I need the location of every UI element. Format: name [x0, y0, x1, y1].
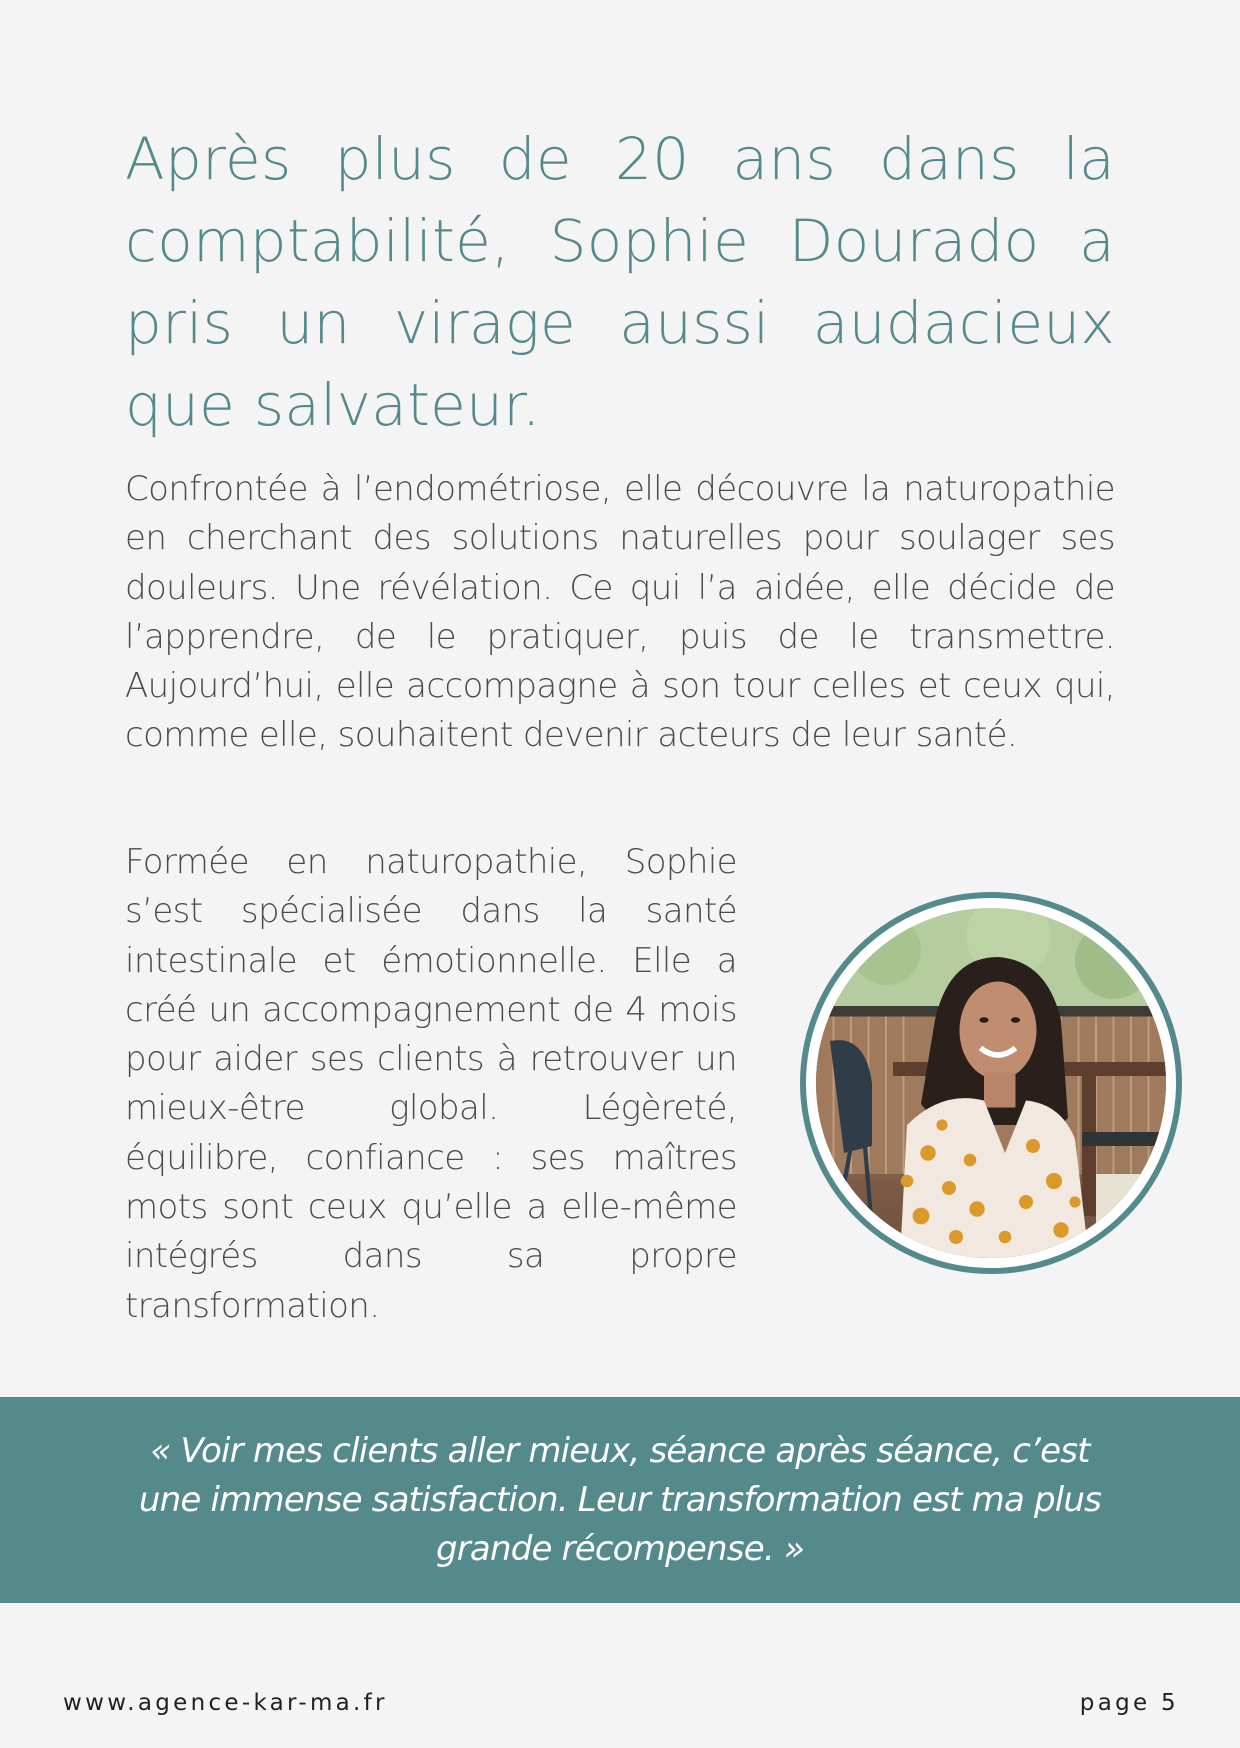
portrait-illustration	[816, 908, 1166, 1258]
portrait-frame	[800, 892, 1182, 1274]
quote-band	[0, 1397, 1240, 1603]
footer-website-link[interactable]: www.agence-kar-ma.fr	[63, 1690, 388, 1716]
testimonial-quote: « Voir mes clients aller mieux, séance après séance, c’est une immense satisfaction. Leur transformation est ma plus grande récompense. »	[138, 1430, 1102, 1569]
portrait-photo	[816, 908, 1166, 1258]
page-number: page 5	[1079, 1690, 1179, 1716]
training-paragraph: Formée en naturopathie, Sophie s’est spécialisée dans la santé intestinale et émotionnelle. Elle a créé un accompagnement de 4 mois pour aider ses clients à retrouver un mieux-être global. Légèreté, équilibre, confiance : ses maîtres mots sont ceux qu’elle a elle-même intégrés dans sa propre transformation.	[125, 842, 737, 1326]
headline: Après plus de 20 ans dans la comptabilité, Sophie Dourado a pris un virage aussi audacieux que salvateur.	[125, 125, 1115, 439]
intro-paragraph: Confrontée à l’endométriose, elle découvre la naturopathie en cherchant des solutions naturelles pour soulager ses douleurs. Une révélation. Ce qui l’a aidée, elle décide de l’apprendre, de le pratiquer, puis de le transmettre. Aujourd’hui, elle accompagne à son tour celles et ceux qui, comme elle, souhaitent devenir acteurs de leur santé.	[125, 469, 1115, 756]
